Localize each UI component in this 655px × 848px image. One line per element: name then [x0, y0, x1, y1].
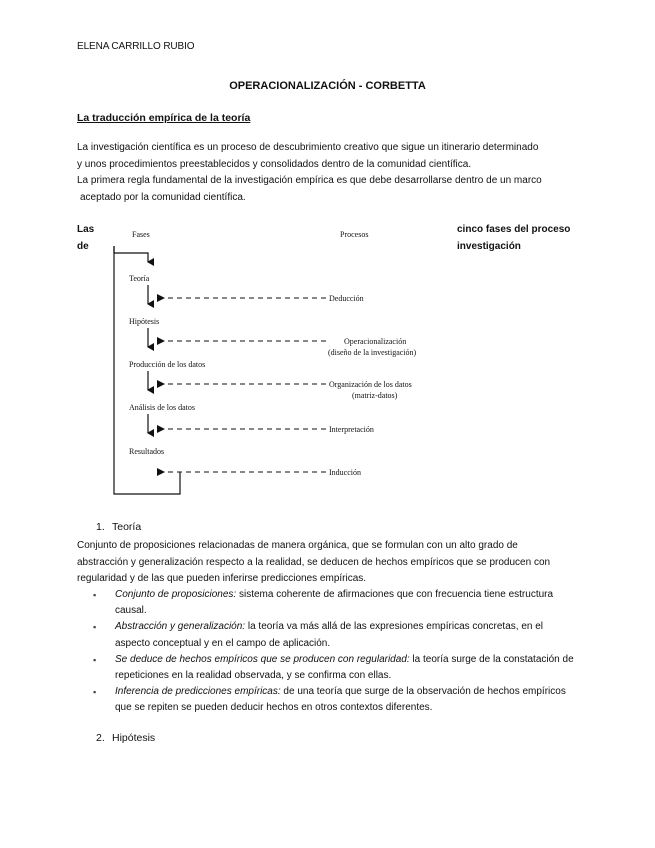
arrow-to-teoria [114, 246, 148, 262]
list-item [93, 684, 580, 716]
process-organizacion-sub: (matriz-datos) [352, 391, 398, 400]
bullet-icon: ▪ [93, 622, 97, 633]
phase-teoria: Teoría [129, 274, 150, 283]
bullet-term: Conjunto de proposiciones: [115, 589, 237, 600]
paragraph-line: abstracción y generalización respecto a la realidad, se deducen de hechos empíricos que se producen con [77, 556, 551, 568]
column-header-fases: Fases [132, 230, 150, 239]
paragraph-line: y unos procedimientos preestablecidos y consolidados dentro de la comunidad científica. [77, 158, 472, 170]
document-title: OPERACIONALIZACIÓN - CORBETTA [229, 80, 426, 92]
list-item [93, 652, 580, 684]
item-title: Hipótesis [112, 732, 156, 744]
caption-word: de [77, 241, 89, 252]
bullet-text: sistema coherente de afirmaciones que con frecuencia tiene estructura causal. [115, 589, 554, 617]
bullet-icon: ▪ [93, 687, 97, 698]
author-name: ELENA CARRILLO RUBIO [77, 41, 195, 52]
caption-phrase: cinco fases del proceso [457, 224, 571, 235]
item-number: 1. [96, 521, 105, 533]
process-organizacion: Organización de los datos [329, 380, 412, 389]
bullet-term: Inferencia de predicciones empíricas: [115, 686, 281, 698]
process-interpretacion: Interpretación [329, 425, 374, 434]
teoria-bullet-list [93, 587, 580, 717]
caption-left [77, 221, 94, 255]
phase-produccion: Producción de los datos [129, 360, 206, 369]
process-deduccion: Deducción [329, 294, 364, 303]
paragraph-intro [77, 140, 587, 173]
feedback-loop-line [114, 246, 180, 494]
paragraph-line: La investigación científica es un proceso de descubrimiento creativo que sigue un itinerario determinado [77, 142, 539, 153]
item-number: 2. [96, 732, 105, 744]
process-induccion: Inducción [329, 468, 361, 477]
phase-hipotesis: Hipótesis [129, 317, 160, 326]
bullet-text: de una teoría que surge de la observación de hechos empíricos que se repiten se pueden deducir hechos en otros contextos diferentes. [115, 686, 566, 714]
list-item [93, 587, 580, 619]
caption-phrase: investigación [457, 241, 521, 252]
column-header-procesos: Procesos [340, 230, 369, 239]
bullet-term: Abstracción y generalización: [115, 621, 246, 633]
caption-right [457, 221, 570, 255]
item-heading-hipotesis [96, 732, 155, 744]
paragraph-line: aceptado por la comunidad científica. [80, 191, 246, 203]
section-heading: La traducción empírica de la teoría [77, 112, 251, 124]
paragraph-line: La primera regla fundamental de la investigación empírica es que debe desarrollarse dentro de un marco [77, 175, 542, 186]
item-heading-teoria [96, 521, 141, 533]
caption-word: Las [77, 224, 95, 235]
phase-resultados: Resultados [129, 447, 165, 456]
paragraph-rule [77, 173, 587, 206]
research-phases-diagram [100, 220, 460, 500]
phase-analisis: Análisis de los datos [129, 403, 195, 412]
list-item [93, 619, 580, 651]
bullet-text: la teoría va más allá de las expresiones empíricas concretas, en el aspecto conceptual y en el campo de aplicación. [115, 621, 544, 649]
paragraph-line: Conjunto de proposiciones relacionadas de manera orgánica, que se formulan con un alto grado de [77, 540, 518, 551]
diagram-svg [100, 220, 460, 500]
bullet-icon: ▪ [93, 590, 97, 600]
process-operacionalizacion: Operacionalización [344, 337, 407, 346]
process-operacionalizacion-sub: (diseño de la investigación) [328, 348, 417, 357]
bullet-icon: ▪ [93, 654, 97, 665]
bullet-term: Se deduce de hechos empíricos que se producen con regularidad: [115, 653, 410, 665]
teoria-definition [77, 538, 579, 588]
bullet-text: la teoría surge de la constatación de repeticiones en la realidad observada, y se confirma con ellas. [115, 653, 574, 682]
item-title: Teoría [112, 521, 142, 533]
paragraph-line: regularidad y de las que pueden inferirse predicciones empíricas. [77, 573, 367, 584]
